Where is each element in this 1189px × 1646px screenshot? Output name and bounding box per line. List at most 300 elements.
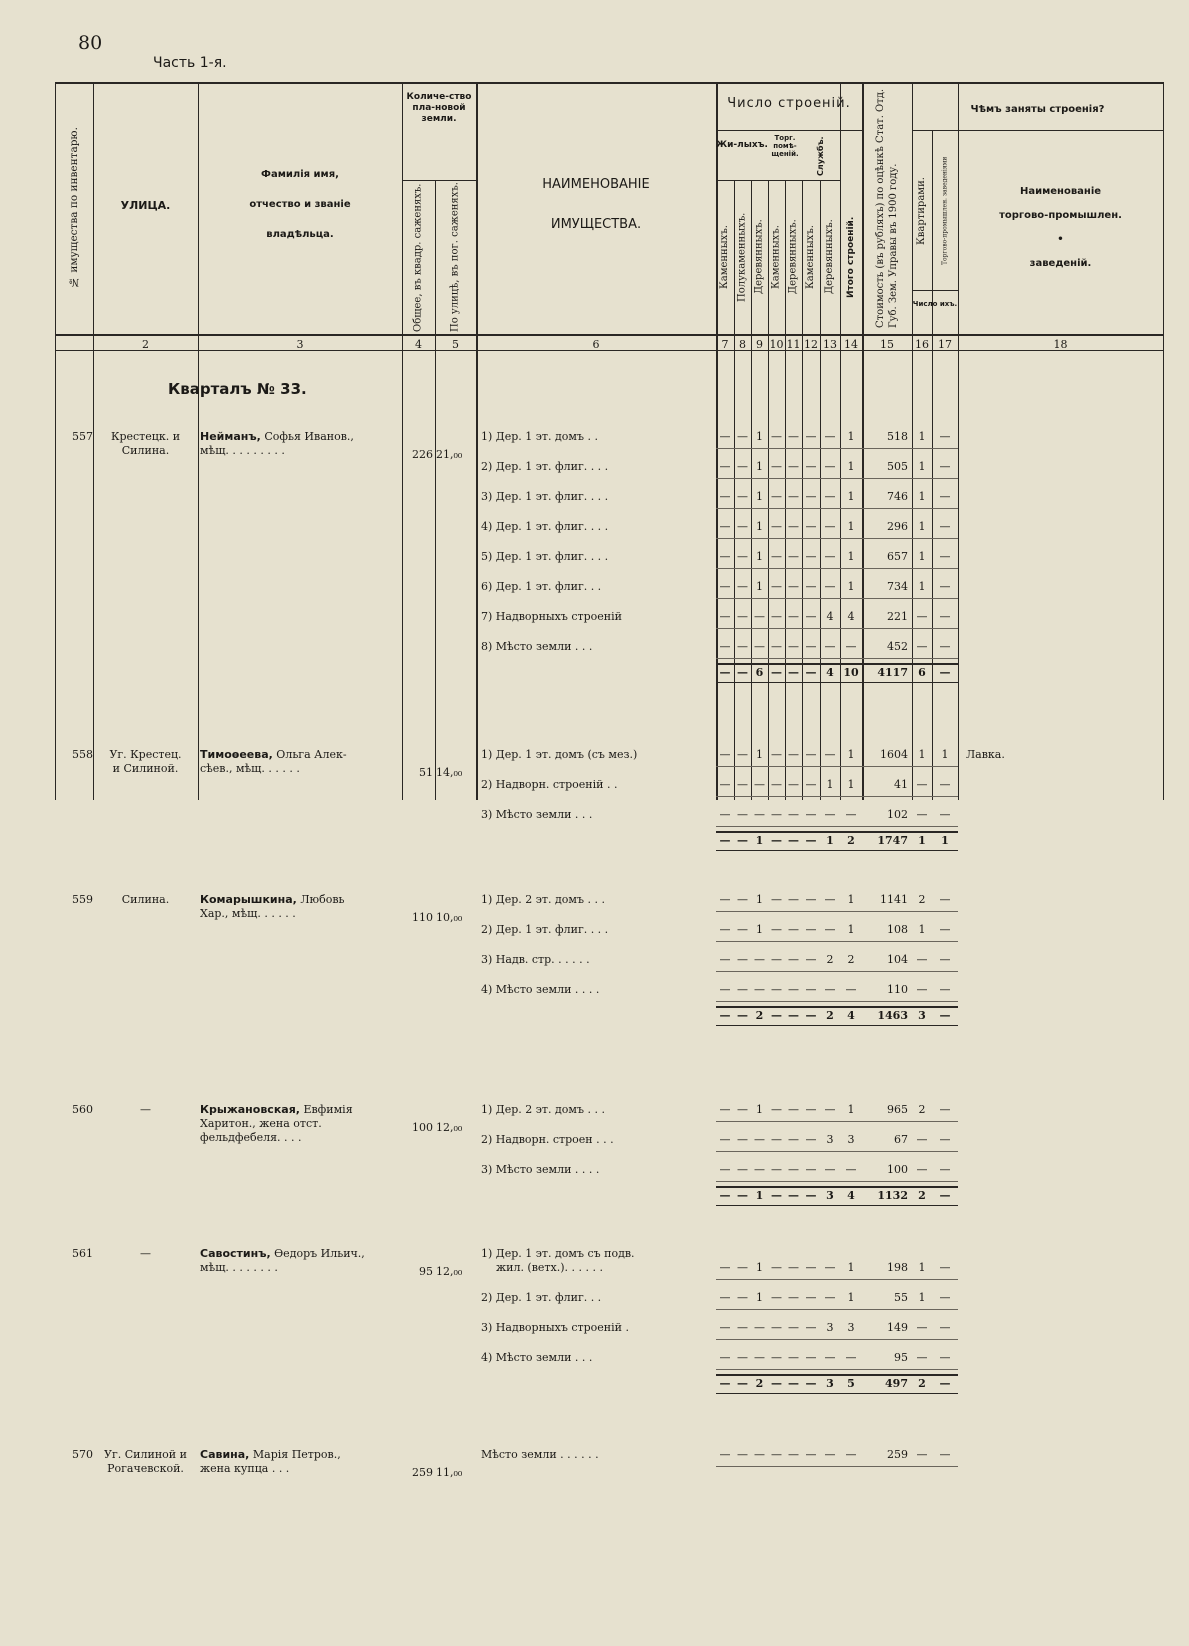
count-cell: — bbox=[788, 460, 799, 473]
trade-est-cell: — bbox=[939, 1103, 951, 1116]
total-count-cell: 2 bbox=[755, 1377, 764, 1390]
count-cell: — bbox=[805, 550, 817, 563]
count-cell: — bbox=[737, 520, 748, 533]
property-row-name: 1) Дер. 1 эт. домъ съ подв. bbox=[481, 1247, 635, 1260]
count-cell: — bbox=[719, 550, 731, 563]
apartments-cell: — bbox=[916, 1321, 928, 1334]
count-cell: — bbox=[805, 1351, 817, 1364]
count-cell: — bbox=[788, 1448, 799, 1461]
value-cell: 734 bbox=[887, 580, 908, 593]
apartments-cell: 1 bbox=[918, 490, 926, 503]
count-cell: — bbox=[719, 923, 731, 936]
property-row-name: 1) Дер. 2 эт. домъ . . . bbox=[481, 1103, 605, 1116]
total-count-cell: 3 bbox=[826, 1189, 834, 1202]
apartments-cell: 1 bbox=[918, 520, 926, 533]
property-row-name: 1) Дер. 1 эт. домъ (съ мез.) bbox=[481, 748, 638, 761]
land-street-value: 14,₀₀ bbox=[436, 766, 463, 779]
count-cell: — bbox=[805, 748, 817, 761]
entry-owner bbox=[200, 1103, 400, 1145]
count-cell: — bbox=[737, 1163, 748, 1176]
land-total-header: Общее, въ квадр. саженяхъ. bbox=[412, 183, 424, 332]
total-count-cell: — bbox=[719, 1189, 731, 1202]
entry-number: 561 bbox=[72, 1247, 93, 1260]
total-bottom-rule bbox=[716, 1393, 958, 1394]
count-cell: 2 bbox=[826, 953, 834, 966]
count-cell: 1 bbox=[826, 778, 834, 791]
count-cell: 1 bbox=[847, 520, 855, 533]
entry-street: Уг. Силиной и bbox=[104, 1448, 187, 1461]
count-cell: — bbox=[824, 520, 836, 533]
count-cell: 1 bbox=[756, 490, 763, 503]
entry-owner bbox=[200, 748, 400, 776]
row-rule bbox=[716, 971, 958, 972]
entry-street: Силина. bbox=[121, 893, 170, 906]
total-count-cell: — bbox=[805, 834, 817, 847]
owner-surname: Нейманъ, bbox=[200, 430, 261, 443]
count-cell: — bbox=[805, 953, 817, 966]
value-cell: 108 bbox=[887, 923, 908, 936]
count-cell: — bbox=[771, 460, 782, 473]
count-header: Число ихъ. bbox=[912, 300, 958, 308]
count-cell: 1 bbox=[847, 923, 855, 936]
entry-owner bbox=[200, 1247, 400, 1275]
count-cell: — bbox=[719, 893, 731, 906]
total-count-cell: 5 bbox=[847, 1377, 855, 1390]
land-street-value: 11,₀₀ bbox=[436, 1466, 463, 1479]
page-number: 80 bbox=[78, 32, 103, 54]
count-cell: — bbox=[824, 923, 836, 936]
count-cell: — bbox=[845, 1163, 857, 1176]
count-cell: — bbox=[788, 893, 799, 906]
column-number: 3 bbox=[296, 338, 304, 351]
total-count-cell: — bbox=[805, 1189, 817, 1202]
count-cell: — bbox=[737, 1321, 748, 1334]
column-number: 11 bbox=[786, 338, 801, 351]
stone-header: Каменныхъ. bbox=[719, 225, 730, 289]
count-cell: 1 bbox=[756, 893, 763, 906]
count-cell: 1 bbox=[756, 550, 763, 563]
count-cell: 1 bbox=[847, 748, 855, 761]
property-row-name: 3) Надв. стр. . . . . . bbox=[481, 953, 590, 966]
count-cell: — bbox=[737, 640, 748, 653]
count-cell: — bbox=[719, 520, 731, 533]
count-cell: — bbox=[754, 808, 765, 821]
apartments-cell: — bbox=[916, 1351, 928, 1364]
row-rule bbox=[716, 1369, 958, 1370]
total-value-cell: 1747 bbox=[877, 834, 908, 847]
count-cell: — bbox=[737, 748, 748, 761]
trade-est-cell: — bbox=[939, 520, 951, 533]
trade-name-cell: Лавка. bbox=[966, 748, 1005, 761]
count-cell: — bbox=[805, 1103, 817, 1116]
total-count-cell: — bbox=[737, 834, 748, 847]
count-cell: — bbox=[805, 640, 817, 653]
count-cell: — bbox=[737, 490, 748, 503]
owner-details: Ольга Алек- bbox=[272, 748, 347, 761]
column-number: 13 bbox=[823, 338, 837, 351]
apartments-cell: 2 bbox=[918, 1103, 926, 1116]
trade-est-cell: — bbox=[939, 550, 951, 563]
total-count-cell: — bbox=[788, 1189, 799, 1202]
entry-street: Силина. bbox=[121, 444, 170, 457]
value-cell: 100 bbox=[887, 1163, 908, 1176]
count-cell: — bbox=[845, 1351, 857, 1364]
count-cell: — bbox=[805, 983, 817, 996]
property-row-name: 2) Надворн. строеній . . bbox=[481, 778, 618, 791]
count-cell: — bbox=[719, 1163, 731, 1176]
count-cell: — bbox=[788, 430, 799, 443]
row-rule bbox=[716, 1151, 958, 1152]
count-cell: — bbox=[845, 983, 857, 996]
entry-street: Уг. Крестец. bbox=[109, 748, 182, 761]
property-row-name: 4) Дер. 1 эт. флиг. . . . bbox=[481, 520, 609, 533]
value-cell: 518 bbox=[887, 430, 908, 443]
count-cell: — bbox=[824, 1163, 836, 1176]
value-cell: 55 bbox=[894, 1291, 908, 1304]
count-cell: — bbox=[737, 580, 748, 593]
apartments-cell: 2 bbox=[918, 893, 926, 906]
property-row-name: 2) Дер. 1 эт. флиг. . . . bbox=[481, 923, 609, 936]
count-cell: — bbox=[737, 953, 748, 966]
apartments-cell: — bbox=[916, 983, 928, 996]
land-total-value: 51 bbox=[419, 766, 433, 779]
count-cell: — bbox=[788, 748, 799, 761]
count-cell: — bbox=[805, 520, 817, 533]
value-cell: 67 bbox=[894, 1133, 908, 1146]
column-number: 12 bbox=[804, 338, 818, 351]
property-row-name-cont: жил. (ветх.). . . . . . bbox=[496, 1261, 603, 1274]
count-cell: — bbox=[824, 983, 836, 996]
occupied-header: Чѣмъ заняты строенія? bbox=[970, 104, 1105, 115]
count-cell: 3 bbox=[847, 1321, 855, 1334]
total-apartments-cell: 3 bbox=[918, 1009, 926, 1022]
count-cell: — bbox=[719, 460, 731, 473]
count-cell: — bbox=[788, 1291, 799, 1304]
column-number: 6 bbox=[592, 338, 600, 351]
count-cell: — bbox=[719, 1261, 731, 1274]
header-sub-line bbox=[402, 180, 476, 181]
apartments-cell: 1 bbox=[918, 430, 926, 443]
property-row-name: 2) Дер. 1 эт. флиг. . . . bbox=[481, 460, 609, 473]
entry-street: — bbox=[140, 1247, 151, 1260]
count-cell: — bbox=[824, 1103, 836, 1116]
count-cell: — bbox=[805, 1163, 817, 1176]
count-cell: — bbox=[805, 808, 817, 821]
column-number: 2 bbox=[142, 338, 149, 351]
apartments-cell: 1 bbox=[918, 1291, 926, 1304]
count-cell: — bbox=[771, 1321, 782, 1334]
total-count-cell: — bbox=[737, 1189, 748, 1202]
trade-est-cell: 1 bbox=[941, 748, 949, 761]
count-cell: — bbox=[754, 1133, 765, 1146]
count-cell: — bbox=[788, 580, 799, 593]
value-cell: 296 bbox=[887, 520, 908, 533]
apartments-cell: 1 bbox=[918, 923, 926, 936]
table-right-border bbox=[1163, 82, 1164, 800]
trade-est-cell: — bbox=[939, 1321, 951, 1334]
count-cell: — bbox=[824, 1291, 836, 1304]
trade-est-cell: — bbox=[939, 460, 951, 473]
property-row-name: 5) Дер. 1 эт. флиг. . . . bbox=[481, 550, 609, 563]
total-bottom-rule bbox=[716, 1205, 958, 1206]
count-cell: — bbox=[754, 1163, 765, 1176]
count-cell: — bbox=[805, 893, 817, 906]
count-cell: — bbox=[771, 1163, 782, 1176]
property-row-name: Мѣсто земли . . . . . . bbox=[481, 1448, 599, 1461]
count-cell: 1 bbox=[847, 550, 855, 563]
count-cell: — bbox=[788, 550, 799, 563]
property-row-name: 1) Дер. 2 эт. домъ . . . bbox=[481, 893, 605, 906]
count-cell: — bbox=[771, 893, 782, 906]
count-cell: — bbox=[737, 923, 748, 936]
total-value-cell: 1463 bbox=[877, 1009, 908, 1022]
count-cell: — bbox=[719, 1291, 731, 1304]
value-cell: 149 bbox=[887, 1321, 908, 1334]
owner-surname: Крыжановская, bbox=[200, 1103, 300, 1116]
trade-name-header: Наименованіе торгово-промышлен. • заведеній. bbox=[999, 186, 1122, 269]
count-cell: — bbox=[771, 1133, 782, 1146]
land-qty-header: Количе-ство пла-новой земли. bbox=[406, 92, 472, 124]
trade-est-cell: — bbox=[939, 893, 951, 906]
count-cell: — bbox=[771, 923, 782, 936]
land-total-value: 110 bbox=[412, 911, 433, 924]
count-cell: — bbox=[771, 1103, 782, 1116]
count-cell: — bbox=[824, 1448, 836, 1461]
count-cell: — bbox=[737, 430, 748, 443]
count-cell: — bbox=[771, 748, 782, 761]
count-cell: — bbox=[771, 1351, 782, 1364]
count-cell: — bbox=[805, 1321, 817, 1334]
count-cell: 1 bbox=[756, 1261, 763, 1274]
count-cell: 1 bbox=[756, 580, 763, 593]
count-cell: — bbox=[737, 550, 748, 563]
count-cell: 1 bbox=[756, 1291, 763, 1304]
row-rule bbox=[716, 941, 958, 942]
trade-est-cell: — bbox=[939, 808, 951, 821]
count-cell: — bbox=[771, 580, 782, 593]
trade-est-cell: — bbox=[939, 983, 951, 996]
value-cell: 221 bbox=[887, 610, 908, 623]
count-cell: — bbox=[719, 580, 731, 593]
count-cell: — bbox=[824, 490, 836, 503]
total-count-cell: — bbox=[788, 1377, 799, 1390]
count-cell: — bbox=[805, 1448, 817, 1461]
value-cell: 95 bbox=[894, 1351, 908, 1364]
total-bottom-rule bbox=[716, 682, 958, 683]
total-count-cell: 2 bbox=[847, 834, 855, 847]
apartments-cell: 1 bbox=[918, 580, 926, 593]
count-cell: — bbox=[788, 1261, 799, 1274]
owner-surname: Савостинъ, bbox=[200, 1247, 271, 1260]
property-row-name: 1) Дер. 1 эт. домъ . . bbox=[481, 430, 598, 443]
entry-street: Рогачевской. bbox=[107, 1462, 184, 1475]
column-number: 17 bbox=[938, 338, 952, 351]
row-rule bbox=[716, 1309, 958, 1310]
count-cell: — bbox=[824, 808, 836, 821]
count-cell: — bbox=[771, 1448, 782, 1461]
apartments-cell: — bbox=[916, 640, 928, 653]
owner-details: жена купца . . . bbox=[200, 1462, 290, 1475]
apartments-header: Квартирами. bbox=[916, 177, 927, 245]
count-cell: 1 bbox=[847, 893, 855, 906]
total-trade-cell: — bbox=[939, 1189, 951, 1202]
count-cell: — bbox=[824, 1351, 836, 1364]
trade-est-cell: — bbox=[939, 610, 951, 623]
property-row-name: 8) Мѣсто земли . . . bbox=[481, 640, 593, 653]
total-trade-cell: — bbox=[939, 1377, 951, 1390]
apartments-cell: 1 bbox=[918, 748, 926, 761]
count-cell: 1 bbox=[756, 748, 763, 761]
count-cell: — bbox=[737, 1351, 748, 1364]
count-cell: — bbox=[719, 1133, 731, 1146]
total-buildings-header: Итого строеній. bbox=[846, 216, 856, 298]
column-number: 7 bbox=[721, 338, 729, 351]
trade-est-cell: — bbox=[939, 430, 951, 443]
count-cell: 1 bbox=[847, 1291, 855, 1304]
count-cell: — bbox=[845, 640, 857, 653]
count-cell: — bbox=[824, 748, 836, 761]
header-sub-line bbox=[912, 130, 1163, 131]
apartments-cell: 1 bbox=[918, 550, 926, 563]
count-cell: 4 bbox=[847, 610, 855, 623]
entry-owner bbox=[200, 430, 400, 458]
count-cell: — bbox=[737, 460, 748, 473]
count-cell: — bbox=[771, 1291, 782, 1304]
apartments-cell: — bbox=[916, 808, 928, 821]
trade-est-cell: — bbox=[939, 923, 951, 936]
column-number: 16 bbox=[915, 338, 929, 351]
count-cell: — bbox=[771, 983, 782, 996]
count-cell: — bbox=[754, 610, 765, 623]
land-total-value: 95 bbox=[419, 1265, 433, 1278]
count-cell: — bbox=[737, 893, 748, 906]
count-cell: — bbox=[805, 490, 817, 503]
value-cell: 1141 bbox=[880, 893, 908, 906]
count-cell: — bbox=[754, 1351, 765, 1364]
apartments-cell: — bbox=[916, 610, 928, 623]
count-cell: 1 bbox=[847, 580, 855, 593]
row-rule bbox=[716, 568, 958, 569]
count-cell: — bbox=[805, 1133, 817, 1146]
count-cell: — bbox=[788, 520, 799, 533]
count-cell: — bbox=[719, 1321, 731, 1334]
stone-header: Каменныхъ. bbox=[770, 225, 782, 289]
count-cell: — bbox=[719, 1448, 731, 1461]
count-cell: — bbox=[805, 610, 817, 623]
service-header: Службъ. bbox=[816, 136, 825, 176]
row-rule bbox=[716, 628, 958, 629]
entry-owner bbox=[200, 893, 400, 921]
count-cell: — bbox=[719, 748, 731, 761]
count-cell: — bbox=[824, 430, 836, 443]
total-count-cell: 3 bbox=[826, 1377, 834, 1390]
total-count-cell: — bbox=[771, 666, 782, 679]
column-number: 8 bbox=[739, 338, 746, 351]
header-bottom-border bbox=[55, 334, 1163, 336]
count-cell: 1 bbox=[847, 778, 855, 791]
trade-est-cell: — bbox=[939, 1351, 951, 1364]
trade-est-cell: — bbox=[939, 490, 951, 503]
total-rule bbox=[716, 831, 958, 833]
total-count-cell: — bbox=[771, 1189, 782, 1202]
value-cell: 110 bbox=[887, 983, 908, 996]
value-cell: 1604 bbox=[880, 748, 908, 761]
owner-details: мѣщ. . . . . . . . bbox=[200, 1261, 278, 1274]
count-cell: 2 bbox=[847, 953, 855, 966]
property-row-name: 7) Надворныхъ строеній bbox=[481, 610, 622, 623]
total-count-cell: — bbox=[788, 1009, 799, 1022]
owner-surname: Комарышкина, bbox=[200, 893, 297, 906]
count-cell: — bbox=[737, 1291, 748, 1304]
total-apartments-cell: 1 bbox=[918, 834, 926, 847]
count-cell: — bbox=[737, 808, 748, 821]
count-cell: — bbox=[771, 520, 782, 533]
value-cell: 104 bbox=[887, 953, 908, 966]
count-cell: 3 bbox=[847, 1133, 855, 1146]
apartments-cell: — bbox=[916, 778, 928, 791]
count-cell: — bbox=[771, 430, 782, 443]
count-cell: — bbox=[719, 430, 731, 443]
total-count-cell: — bbox=[771, 1009, 782, 1022]
total-count-cell: — bbox=[719, 1009, 731, 1022]
count-cell: — bbox=[737, 1133, 748, 1146]
count-cell: — bbox=[719, 808, 731, 821]
land-street-value: 12,₀₀ bbox=[436, 1265, 463, 1278]
wooden-header: Деревянныхъ. bbox=[787, 219, 799, 295]
count-cell: — bbox=[771, 550, 782, 563]
column-number: 5 bbox=[452, 338, 459, 351]
land-street-value: 10,₀₀ bbox=[436, 911, 463, 924]
count-cell: — bbox=[788, 808, 799, 821]
owner-details: мѣщ. . . . . . . . . bbox=[200, 444, 285, 457]
header-sub-line bbox=[716, 180, 840, 181]
trade-header: Торг. помѣ-щеній. bbox=[771, 134, 799, 158]
count-cell: 1 bbox=[756, 1103, 763, 1116]
entry-number: 560 bbox=[72, 1103, 93, 1116]
total-value-cell: 4117 bbox=[877, 666, 908, 679]
property-row-name: 4) Мѣсто земли . . . bbox=[481, 1351, 593, 1364]
total-count-cell: 10 bbox=[843, 666, 859, 679]
count-cell: — bbox=[737, 1103, 748, 1116]
property-row-name: 3) Мѣсто земли . . . bbox=[481, 808, 593, 821]
count-cell: — bbox=[788, 923, 799, 936]
value-cell: 965 bbox=[887, 1103, 908, 1116]
row-rule bbox=[716, 911, 958, 912]
header-sub-line bbox=[716, 130, 862, 131]
total-count-cell: — bbox=[737, 666, 748, 679]
total-count-cell: — bbox=[771, 834, 782, 847]
apartments-cell: 1 bbox=[918, 1261, 926, 1274]
count-cell: — bbox=[788, 1351, 799, 1364]
count-cell: — bbox=[719, 953, 731, 966]
property-row-name: 2) Дер. 1 эт. флиг. . . bbox=[481, 1291, 602, 1304]
property-name-header: НАИМЕНОВАНІЕ ИМУЩЕСТВА. bbox=[542, 177, 650, 232]
wooden-header: Деревянныхъ. bbox=[824, 219, 835, 295]
count-cell: — bbox=[737, 610, 748, 623]
total-count-cell: 1 bbox=[755, 834, 764, 847]
count-cell: — bbox=[737, 1448, 748, 1461]
count-cell: 4 bbox=[826, 610, 834, 623]
owner-details: сѣев., мѣщ. . . . . . bbox=[200, 762, 300, 775]
owner-details: Евфимія bbox=[299, 1103, 353, 1116]
land-street-value: 12,₀₀ bbox=[436, 1121, 463, 1134]
count-cell: — bbox=[771, 953, 782, 966]
row-rule bbox=[716, 766, 958, 767]
column-number: 9 bbox=[756, 338, 763, 351]
total-value-cell: 497 bbox=[885, 1377, 908, 1390]
entry-number: 557 bbox=[72, 430, 93, 443]
owner-surname: Савина, bbox=[200, 1448, 250, 1461]
